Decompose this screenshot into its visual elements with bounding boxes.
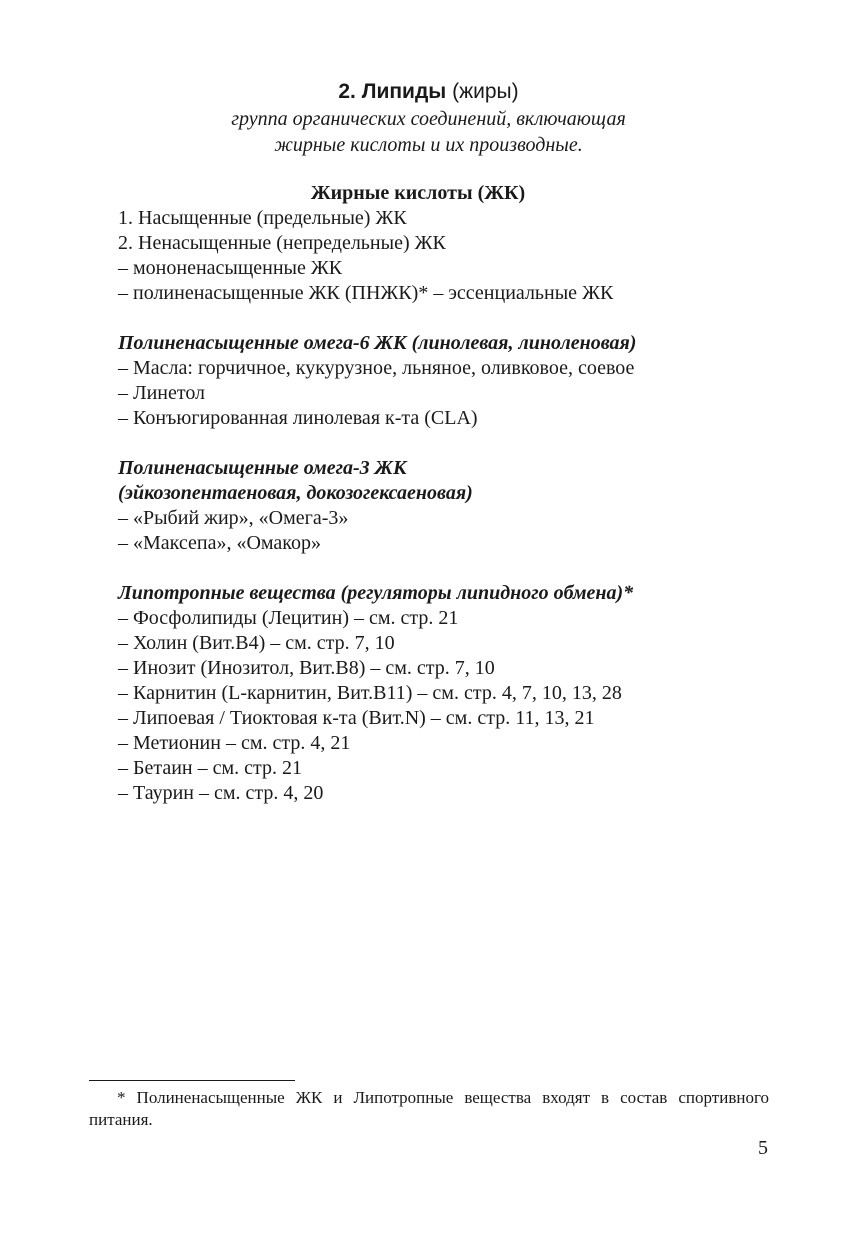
chapter-title-main: 2. Липиды [338,80,447,103]
chapter-subtitle-line-1: группа органических соединений, включающая [231,108,626,130]
chapter-title-aside: (жиры) [452,80,519,103]
list-item: – «Рыбий жир», «Омега-3» [118,507,349,529]
list-item: 1. Насыщенные (предельные) ЖК [118,207,407,229]
section-heading: Жирные кислоты (ЖК) [310,182,526,204]
section-lipotropic [118,581,778,806]
page-number: 5 [758,1137,768,1159]
section-fatty-acids [118,181,778,306]
list-item: – мононенасыщенные ЖК [118,257,343,279]
list-item: – полиненасыщенные ЖК (ПНЖК)* – эссенциальные ЖК [118,282,614,304]
list-item: – Бетаин – см. стр. 21 [118,757,303,779]
list-item: – Линетол [118,382,206,404]
list-item: – Инозит (Инозитол, Вит.В8) – см. стр. 7, 10 [118,657,495,679]
list-item: – Масла: горчичное, кукурузное, льняное, оливковое, соевое [118,357,635,379]
footnote-divider [89,1080,295,1081]
list-item: – «Максепа», «Омакор» [118,532,321,554]
list-item: 2. Ненасыщенные (непредельные) ЖК [118,232,446,254]
list-item: – Метионин – см. стр. 4, 21 [118,732,351,754]
content-body [118,181,778,831]
section-heading: Полиненасыщенные омега-3 ЖК [118,457,407,479]
chapter-header [0,78,857,158]
chapter-subtitle-line-2: жирные кислоты и их производные. [274,134,583,156]
section-heading: Липотропные вещества (регуляторы липидного обмена)* [118,582,634,604]
list-item: – Фосфолипиды (Лецитин) – см. стр. 21 [118,607,459,629]
list-item: – Холин (Вит.В4) – см. стр. 7, 10 [118,632,395,654]
chapter-title [0,78,857,106]
section-omega-6 [118,331,778,431]
list-item: – Липоевая / Тиоктовая к-та (Вит.N) – см. стр. 11, 13, 21 [118,707,595,729]
section-heading-line-2: (эйкозопентаеновая, докозогексаеновая) [118,482,473,504]
list-item: – Карнитин (L-карнитин, Вит.В11) – см. стр. 4, 7, 10, 13, 28 [118,682,622,704]
list-item: – Таурин – см. стр. 4, 20 [118,782,324,804]
section-heading: Полиненасыщенные омега-6 ЖК (линолевая, линоленовая) [118,332,637,354]
section-omega-3 [118,456,778,556]
list-item: – Конъюгированная линолевая к-та (CLA) [118,407,478,429]
footnote: * Полиненасыщенные ЖК и Липотропные вещества входят в состав спортивного питания. [89,1088,769,1129]
